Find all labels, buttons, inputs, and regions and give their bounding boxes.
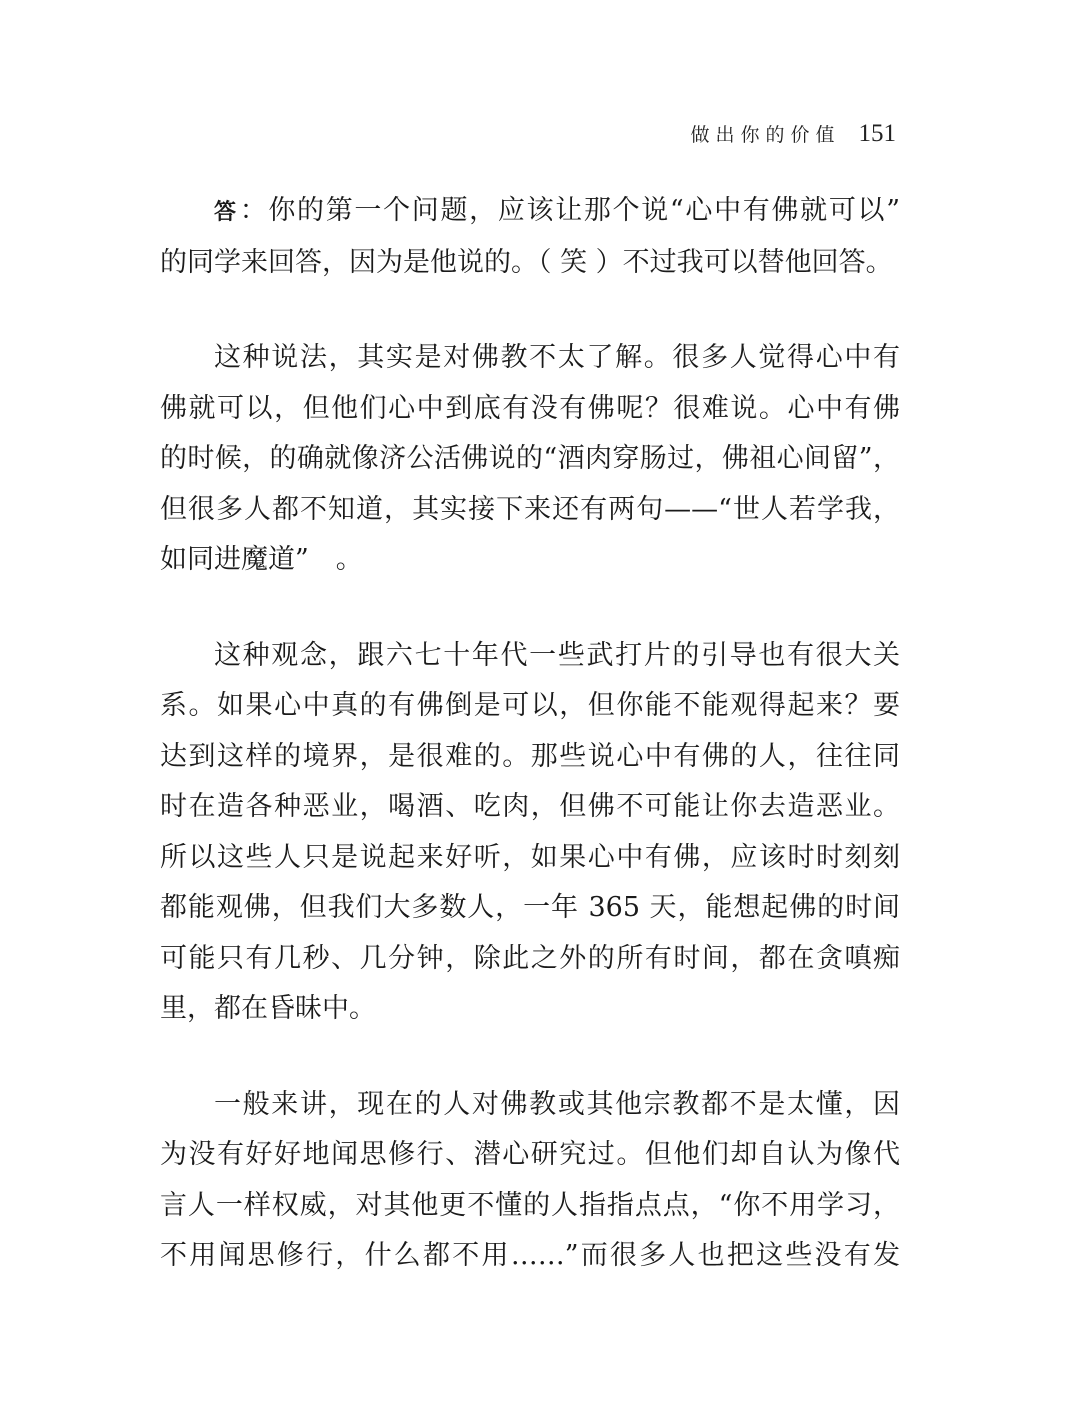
text-line: 佛就可以，但他们心中到底有没有佛呢？很难说。心中有佛 bbox=[160, 392, 900, 424]
text-line: 都能观佛，但我们大多数人，一年 365 天，能想起佛的时间 bbox=[160, 892, 900, 923]
text-line: 可能只有几秒、几分钟，除此之外的所有时间，都在贪嗔痴 bbox=[160, 942, 900, 974]
text-line: 如同进魔道” 。 bbox=[160, 544, 363, 575]
paragraph bbox=[160, 1080, 900, 1282]
text-line: 系。如果心中真的有佛倒是可以，但你能不能观得起来？要 bbox=[160, 690, 900, 721]
text-line: 这种说法，其实是对佛教不太了解。很多人觉得心中有 bbox=[214, 342, 900, 373]
paragraph bbox=[160, 333, 900, 586]
text-line: 言人一样权威，对其他更不懂的人指指点点，“你不用学习， bbox=[160, 1189, 900, 1221]
body-text bbox=[160, 186, 900, 1327]
answer-paragraph bbox=[160, 186, 900, 288]
page-number: 151 bbox=[858, 120, 896, 147]
text-line: 的时候，的确就像济公活佛说的“酒肉穿肠过，佛祖心间留”， bbox=[160, 443, 900, 474]
running-header bbox=[690, 120, 896, 148]
answer-mark: 答 bbox=[214, 199, 237, 225]
chapter-title: 做出你的价值 bbox=[690, 124, 841, 146]
text-line: 不用闻思修行，什么都不用……”而很多人也把这些没有发 bbox=[160, 1240, 900, 1271]
text-line: 这种观念，跟六七十年代一些武打片的引导也有很大关 bbox=[214, 639, 900, 671]
text-line: 为没有好好地闻思修行、潜心研究过。但他们却自认为像代 bbox=[160, 1139, 900, 1170]
text-line: 达到这样的境界，是很难的。那些说心中有佛的人，往往同 bbox=[160, 740, 900, 772]
text-line: 所以这些人只是说起来好听，如果心中有佛，应该时时刻刻 bbox=[160, 841, 900, 873]
text-line: 但很多人都不知道，其实接下来还有两句——“世人若学我， bbox=[160, 493, 900, 525]
text-line: 答：你的第一个问题，应该让那个说“心中有佛就可以” bbox=[160, 186, 900, 238]
text-line: 一般来讲，现在的人对佛教或其他宗教都不是太懂，因 bbox=[214, 1088, 900, 1120]
text-line: 里，都在昏昧中。 bbox=[160, 993, 376, 1024]
paragraph bbox=[160, 631, 900, 1035]
text-line: 时在造各种恶业，喝酒、吃肉，但佛不可能让你去造恶业。 bbox=[160, 791, 900, 822]
text-line: 的同学来回答，因为是他说的。（ 笑 ）不过我可以替他回答。 bbox=[160, 246, 893, 278]
